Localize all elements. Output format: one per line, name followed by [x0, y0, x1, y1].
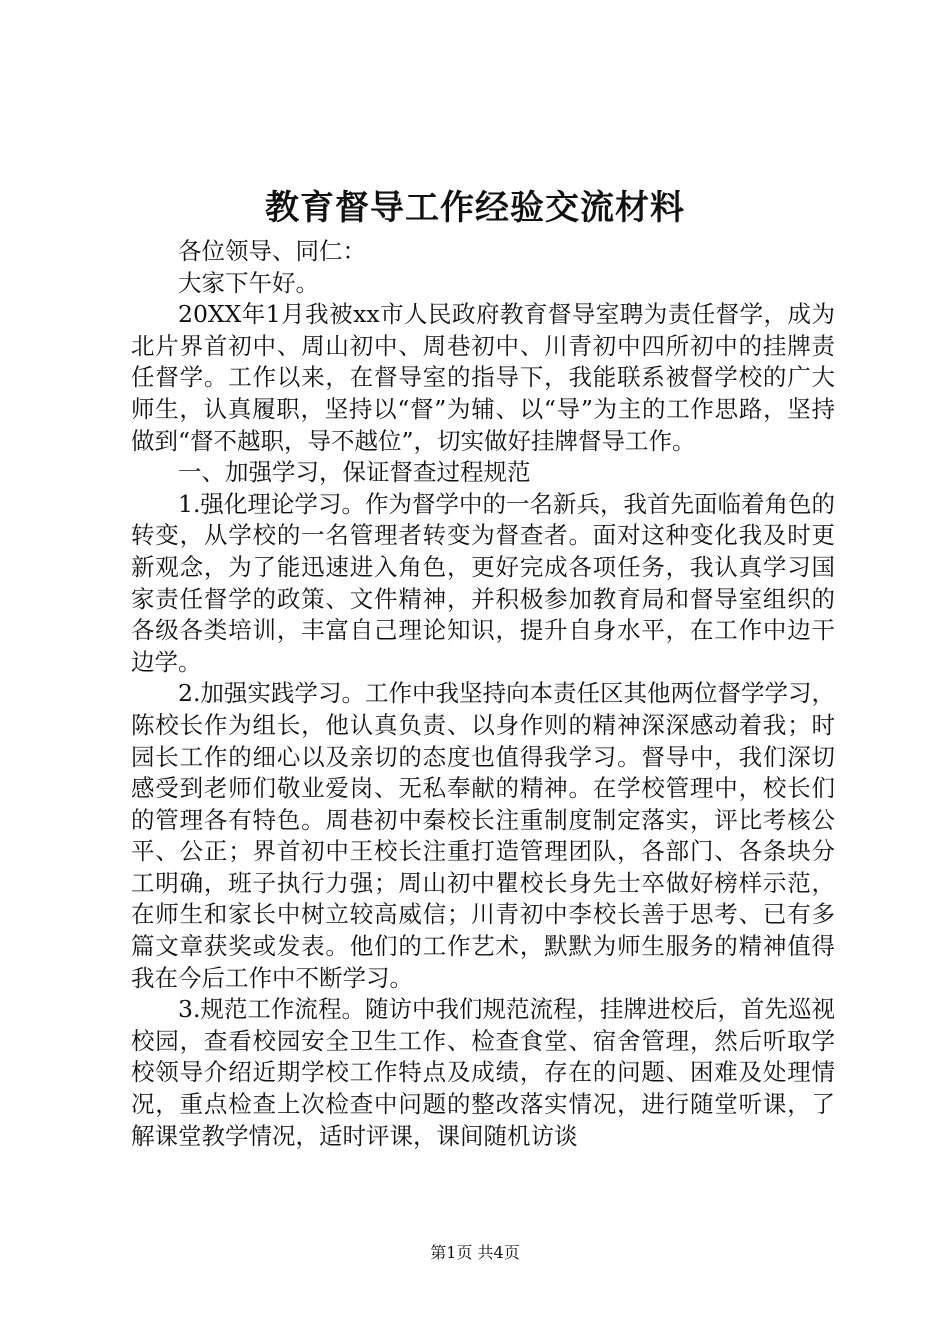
- paragraph-theory-study: 1.强化理论学习。作为督学中的一名新兵，我首先面临着角色的转变，从学校的一名管理者转变为督查者。面对这种变化我及时更新观念，为了能迅速进入角色，更好完成各项任务，我认真学习国家责任督学的政策、文件精神，并积极参加教育局和督导室组织的各级各类培训，丰富自己理论知识，提升自身水平，在工作中边干边学。: [131, 489, 835, 676]
- paragraph-salutation: 各位领导、同仁：: [178, 237, 366, 265]
- document-body: [131, 236, 835, 1152]
- document-title: 教育督导工作经验交流材料: [265, 188, 685, 228]
- section-heading-1: 一、加强学习，保证督查过程规范: [178, 458, 531, 487]
- paragraph-workflow: 3.规范工作流程。随访中我们规范流程，挂牌进校后，首先巡视校园，查看校园安全卫生工作、检查食堂、宿舍管理，然后听取学校领导介绍近期学校工作特点及成绩，存在的问题、困难及处理情况，重点检查上次检查中问题的整改落实情况，进行随堂听课，了解课堂教学情况，适时评课，课间随机访谈: [131, 995, 835, 1150]
- paragraph-practice-study: 2.加强实践学习。工作中我坚持向本责任区其他两位督学学习，陈校长作为组长，他认真负责、以身作则的精神深深感动着我；时园长工作的细心以及亲切的态度也值得我学习。督导中，我们深切感受到老师们敬业爱岗、无私奉献的精神。在学校管理中，校长们的管理各有特色。周巷初中秦校长注重制度制定落实，评比考核公平、公正；界首初中王校长注重打造管理团队，各部门、各条块分工明确，班子执行力强；周山初中瞿校长身先士卒做好榜样示范，在师生和家长中树立较高威信；川青初中李校长善于思考、已有多篇文章获奖或发表。他们的工作艺术，默默为师生服务的精神值得我在今后工作中不断学习。: [131, 679, 835, 992]
- paragraph-greeting: 大家下午好。: [178, 268, 319, 297]
- paragraph-intro: 20XX年1月我被xx市人民政府教育督导室聘为责任督学，成为北片界首初中、周山初中、周巷初中、川青初中四所初中的挂牌责任督学。工作以来，在督导室的指导下，我能联系被督学校的广大师生，认真履职，坚持以“督”为辅、以“导”为主的工作思路，坚持做到“督不越职，导不越位”，切实做好挂牌督导工作。: [131, 300, 835, 455]
- page-number-footer: 第1页 共4页: [430, 1243, 520, 1262]
